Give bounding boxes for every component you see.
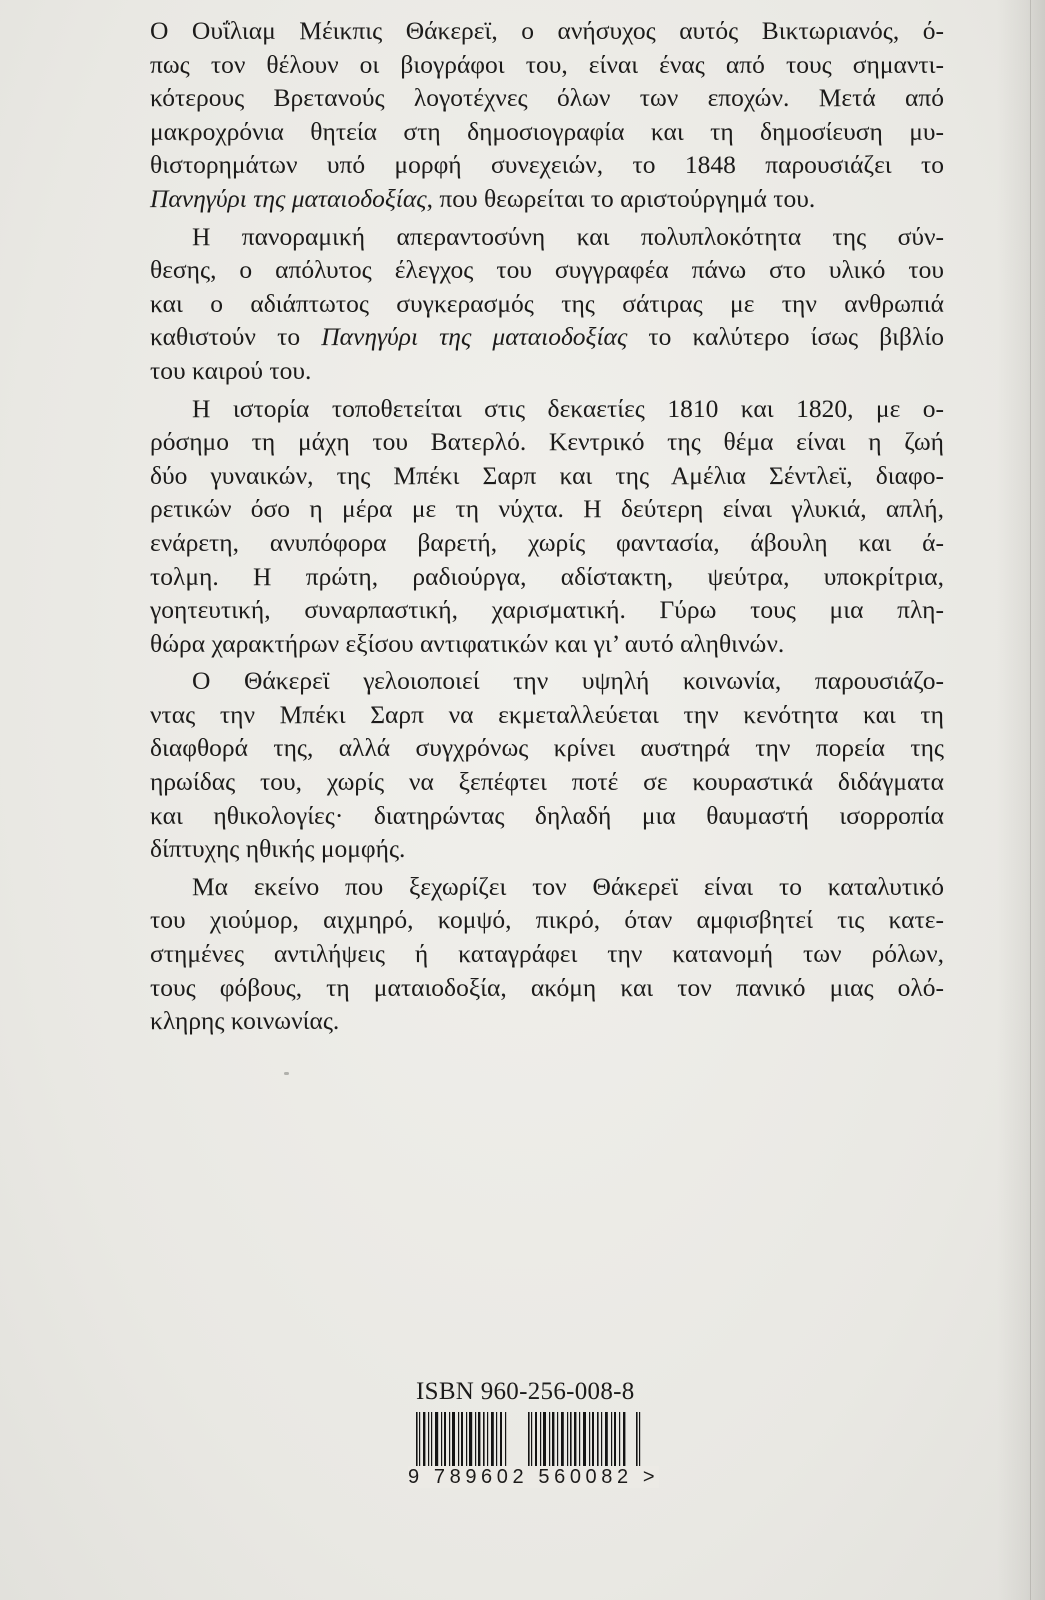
blurb-text	[150, 14, 944, 1042]
text-line	[150, 627, 944, 661]
barcode-bar	[597, 1412, 599, 1474]
barcode-bar	[444, 1412, 446, 1474]
barcode-digits-text: 9 789602 560082 >	[408, 1466, 660, 1488]
text-segment: διαφθορά της, αλλά συγχρόνως κρίνει αυστηρά την πορεία της	[150, 733, 944, 763]
text-segment: κληρης κοινωνίας.	[150, 1006, 340, 1036]
text-segment: δύο γυναικών, της Μπέκι Σαρπ και της Αμέλια Σέντλεϊ, διαφο-	[150, 460, 944, 490]
text-line	[150, 220, 944, 254]
barcode-bar	[574, 1412, 576, 1474]
barcode-bar	[589, 1412, 590, 1474]
barcode-bar	[449, 1412, 450, 1474]
paragraph	[150, 870, 944, 1038]
text-segment: θιστορημάτων υπό μορφή συνεχειών, το 1848 παρουσιάζει το	[150, 150, 944, 180]
book-title-italic: Πανηγύρι της ματαιοδοξίας	[150, 183, 427, 213]
text-segment: Ο Ουΐλιαμ Μέικπις Θάκερεϊ, ο ανήσυχος αυτός Βικτωριανός, ό-	[150, 16, 944, 45]
isbn-barcode-block	[404, 1378, 674, 1513]
barcode-bar	[496, 1412, 497, 1474]
barcode-bar	[611, 1412, 612, 1474]
barcode-bar	[441, 1412, 442, 1474]
text-line	[150, 664, 944, 698]
text-segment: και ο αδιάπτωτος συγκερασμός της σάτιρας με την ανθρωπιά	[150, 288, 944, 318]
barcode-bar	[567, 1412, 568, 1474]
barcode-bar	[540, 1412, 541, 1474]
text-line	[150, 182, 944, 216]
text-line	[150, 593, 944, 627]
barcode-bar	[561, 1412, 564, 1474]
barcode-bar	[487, 1412, 488, 1474]
text-line	[150, 320, 944, 354]
text-segment: ηρωίδας του, χωρίς να ξεπέφτει ποτέ σε κουραστικά διδάγματα	[150, 767, 944, 797]
text-line	[150, 459, 944, 493]
text-line	[150, 354, 944, 388]
text-line	[150, 832, 944, 866]
isbn-label: ISBN 960-256-008-8	[416, 1378, 635, 1405]
text-segment: , που θεωρείται το αριστούργημά του.	[426, 183, 816, 213]
text-segment: Η πανοραμική απεραντοσύνη και πολυπλοκότητα της σύν-	[192, 221, 944, 251]
text-segment: τολμη. Η πρώτη, ραδιούργα, αδίστακτη, ψεύτρα, υποκρίτρια,	[150, 561, 944, 591]
barcode-bar	[452, 1412, 455, 1474]
text-segment: κότερους Βρετανούς λογοτέχνες όλων των εποχών. Μετά από	[150, 83, 944, 113]
barcode-bar	[552, 1412, 554, 1474]
barcode-bar	[605, 1412, 608, 1474]
text-line	[150, 287, 944, 321]
barcode-bar	[505, 1412, 506, 1474]
text-segment: θώρα χαρακτήρων εξίσου αντιφατικών και γι’ αυτό αληθινών.	[150, 628, 785, 658]
text-line	[150, 148, 944, 182]
text-line	[150, 799, 944, 833]
text-line	[150, 253, 944, 287]
text-segment: στημένες αντιλήψεις ή καταγράφει την κατανομή των ρόλων,	[150, 939, 944, 969]
barcode-bar	[543, 1412, 546, 1474]
barcode-bar	[478, 1412, 480, 1474]
text-segment: ντας την Μπέκι Σαρπ να εκμεταλλεύεται την κενότητα και τη	[150, 699, 944, 729]
text-segment: καθιστούν το	[150, 322, 322, 352]
barcode-bar	[475, 1412, 476, 1474]
text-line	[150, 560, 944, 594]
text-segment: θεσης, ο απόλυτος έλεγχος του συγγραφέα πάνω στο υλικό του	[150, 255, 944, 285]
text-line	[150, 526, 944, 560]
barcode-bar	[423, 1412, 425, 1474]
paragraph	[150, 664, 944, 866]
text-line	[150, 48, 944, 82]
text-line	[150, 698, 944, 732]
barcode-bar	[466, 1412, 467, 1474]
print-speck	[284, 1072, 289, 1075]
text-segment: Μα εκείνο που ξεχωρίζει τον Θάκερεϊ είναι το καταλυτικό	[192, 871, 944, 901]
text-line	[150, 81, 944, 115]
text-line	[150, 765, 944, 799]
book-title-italic: Πανηγύρι της ματαιοδοξίας	[321, 322, 628, 352]
barcode-bar	[614, 1412, 616, 1474]
text-line	[150, 937, 944, 971]
text-segment: ρόσημο τη μάχη του Βατερλό. Κεντρικό της θέμα είναι η ζωή	[150, 427, 944, 457]
paragraph	[150, 220, 944, 388]
text-line	[150, 392, 944, 426]
text-line	[150, 425, 944, 459]
barcode-bar	[619, 1412, 620, 1474]
barcode-bar	[557, 1412, 558, 1474]
text-segment: τους φόβους, τη ματαιοδοξία, ακόμη και τον πανικό μιας ολό-	[150, 972, 944, 1002]
text-line	[150, 971, 944, 1005]
text-line	[150, 903, 944, 937]
barcode-bar	[458, 1412, 459, 1474]
text-line	[150, 731, 944, 765]
barcode-bar	[461, 1412, 463, 1474]
text-segment: Η ιστορία τοποθετείται στις δεκαετίες 1810 και 1820, με ο-	[192, 393, 944, 423]
text-segment: το καλύτερο ίσως βιβλίο	[627, 322, 944, 352]
barcode-bar	[623, 1412, 625, 1474]
barcode-bar	[601, 1412, 602, 1474]
barcode-bar	[579, 1412, 580, 1474]
barcode-bar	[500, 1412, 502, 1474]
cover-edge-line	[1030, 0, 1031, 1600]
paragraph	[150, 14, 944, 216]
barcode-bar	[549, 1412, 550, 1474]
barcode-bar	[583, 1412, 586, 1474]
barcode-bar	[435, 1412, 438, 1474]
text-segment: γοητευτική, συναρπαστική, χαρισματική. Γύρω τους μια πλη-	[150, 595, 944, 625]
text-segment: του καιρού του.	[150, 355, 312, 385]
cover-edge-shadow	[997, 0, 1045, 1600]
text-line	[150, 115, 944, 149]
barcode-bar	[483, 1412, 485, 1474]
text-segment: και ηθικολογίες· διατηρώντας δηλαδή μια θαυμαστή ισορροπία	[150, 800, 944, 830]
paragraph	[150, 392, 944, 661]
text-segment: πως τον θέλουν οι βιογράφοι του, είναι ένας από τους σημαντι-	[150, 49, 944, 79]
text-segment: δίπτυχης ηθικής μομφής.	[150, 834, 406, 864]
text-line	[150, 1004, 944, 1038]
text-segment: μακροχρόνια θητεία στη δημοσιογραφία και τη δημοσίευση μυ-	[150, 116, 944, 146]
text-segment: του χιούμορ, αιχμηρό, κομψό, πικρό, όταν αμφισβητεί τις κατε-	[150, 905, 944, 935]
barcode-bar	[535, 1412, 537, 1474]
barcode-bar	[428, 1412, 429, 1474]
barcode-bar	[431, 1412, 432, 1474]
barcode-bar	[491, 1412, 494, 1474]
text-segment: ρετικών όσο η μέρα με τη νύχτα. Η δεύτερη είναι γλυκιά, απλή,	[150, 494, 944, 524]
text-line	[150, 14, 944, 48]
barcode-bar	[469, 1412, 472, 1474]
text-line	[150, 492, 944, 526]
barcode-digits	[408, 1466, 659, 1489]
text-segment: Ο Θάκερεϊ γελοιοποιεί την υψηλή κοινωνία, παρουσιάζο-	[192, 666, 944, 696]
barcode-bar	[592, 1412, 594, 1474]
barcode-bar	[570, 1412, 572, 1474]
text-segment: ενάρετη, ανυπόφορα βαρετή, χωρίς φαντασία, άβουλη και ά-	[150, 527, 944, 557]
text-line	[150, 870, 944, 904]
